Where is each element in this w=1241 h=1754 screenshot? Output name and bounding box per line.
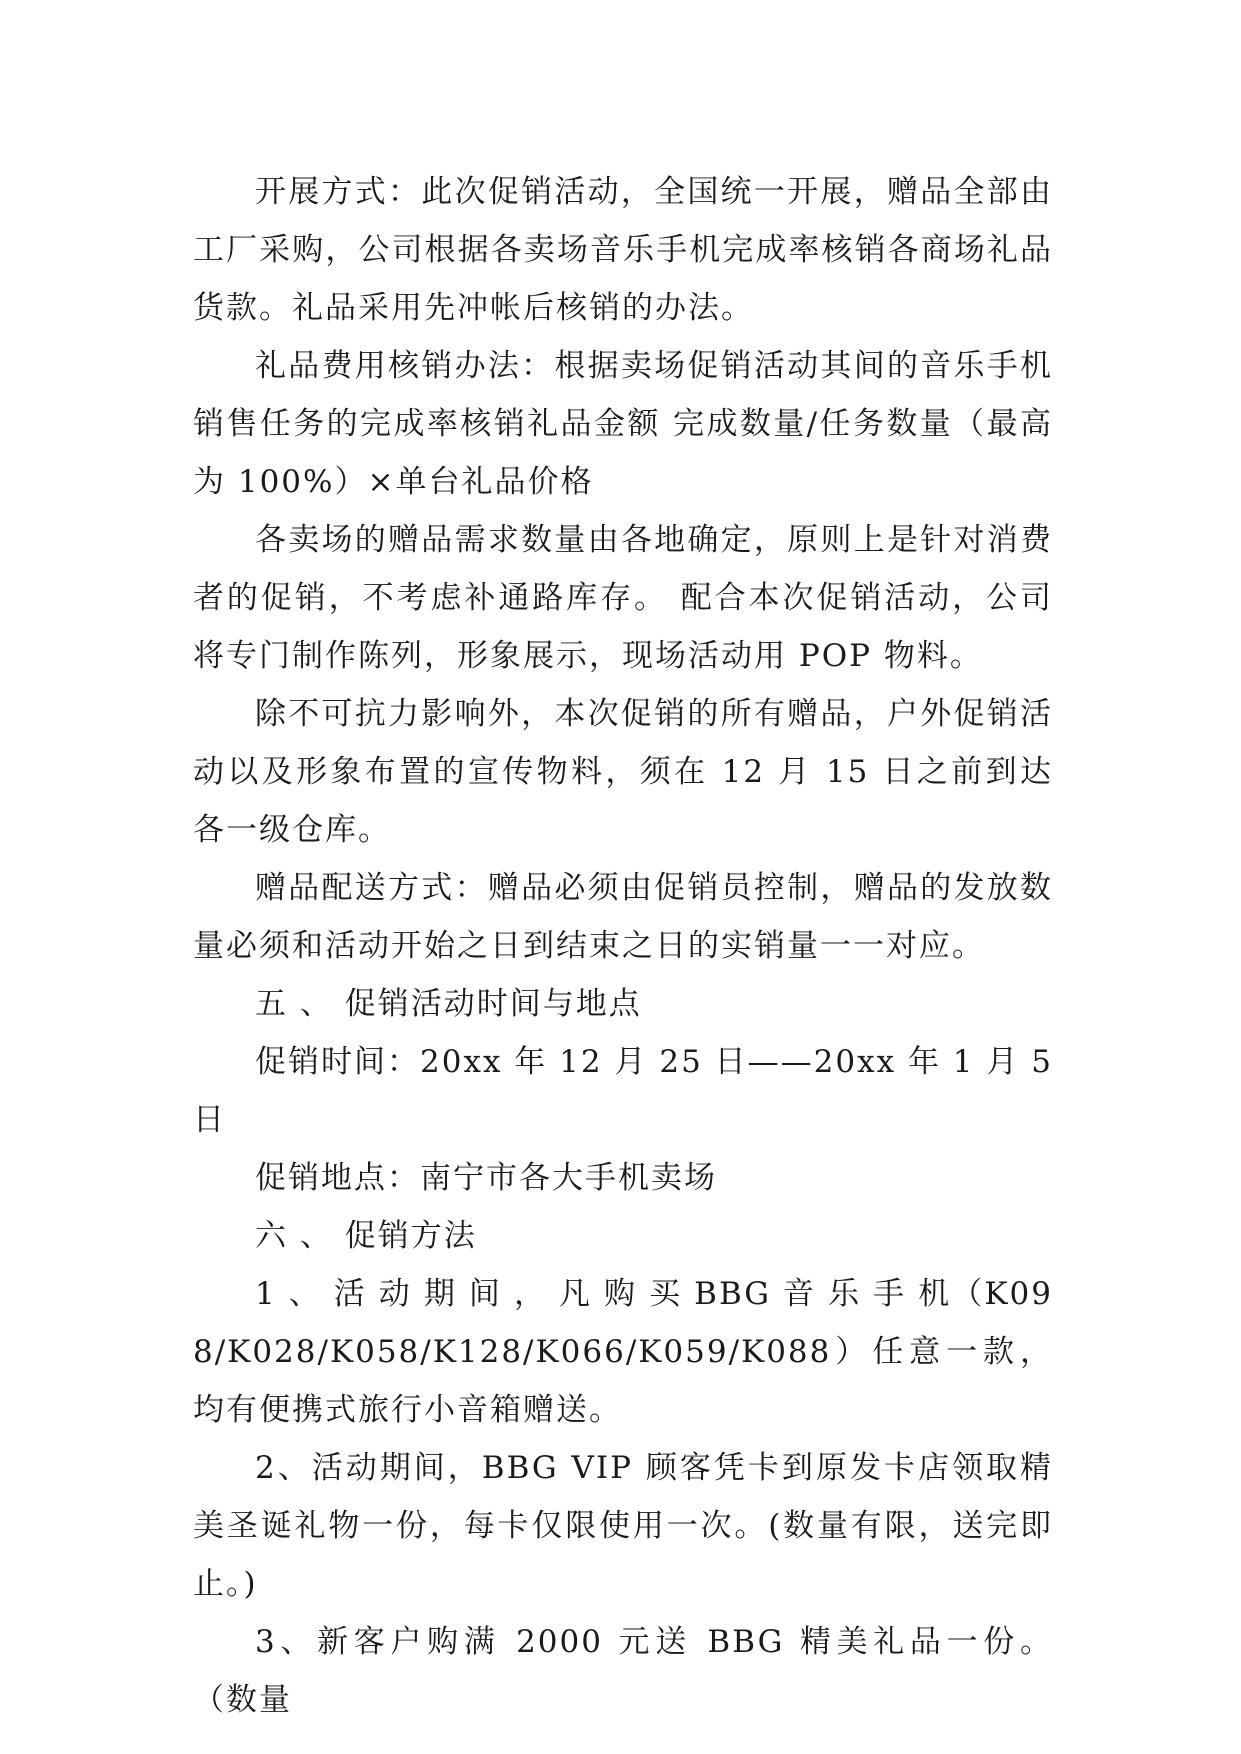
list-item-method-3: 3、新客户购满 2000 元送 BBG 精美礼品一份。 （数量 (193, 1624, 1053, 1718)
section-heading-time-place: 五 、 促销活动时间与地点 (255, 986, 642, 1022)
paragraph-promo-time: 促销时间：20xx 年 12 月 25 日——20xx 年 1 月 5 日 (193, 1044, 1053, 1138)
section-heading-methods: 六 、 促销方法 (255, 1218, 477, 1254)
paragraph-promo-place: 促销地点：南宁市各大手机卖场 (255, 1160, 717, 1196)
paragraph-gift-cost: 礼品费用核销办法：根据卖场促销活动其间的音乐手机销售任务的完成率核销礼品金额 完成数量/任务数量（最高为 100%）×单台礼品价格 (193, 348, 1053, 500)
document-body (193, 163, 1053, 1729)
list-item-method-1: 1 、 活 动 期 间 ， 凡 购 买 BBG 音 乐 手 机（K098/K028/K058/K128/K066/K059/K088）任意一款，均有便携式旅行小音箱赠送。 (193, 1276, 1053, 1428)
paragraph-gift-quantity: 各卖场的赠品需求数量由各地确定，原则上是针对消费者的促销，不考虑补通路库存。 配合本次促销活动，公司将专门制作陈列，形象展示，现场活动用 POP 物料。 (193, 522, 1053, 674)
paragraph-force-majeure: 除不可抗力影响外，本次促销的所有赠品，户外促销活动以及形象布置的宣传物料，须在 12 月 15 日之前到达各一级仓库。 (193, 696, 1053, 848)
paragraph-delivery: 赠品配送方式：赠品必须由促销员控制，赠品的发放数量必须和活动开始之日到结束之日的实销量一一对应。 (193, 870, 1053, 964)
list-item-method-2: 2、活动期间，BBG VIP 顾客凭卡到原发卡店领取精美圣诞礼物一份，每卡仅限使用一次。(数量有限，送完即止。) (193, 1450, 1053, 1602)
paragraph-method: 开展方式：此次促销活动，全国统一开展，赠品全部由工厂采购，公司根据各卖场音乐手机完成率核销各商场礼品货款。礼品采用先冲帐后核销的办法。 (193, 174, 1053, 326)
